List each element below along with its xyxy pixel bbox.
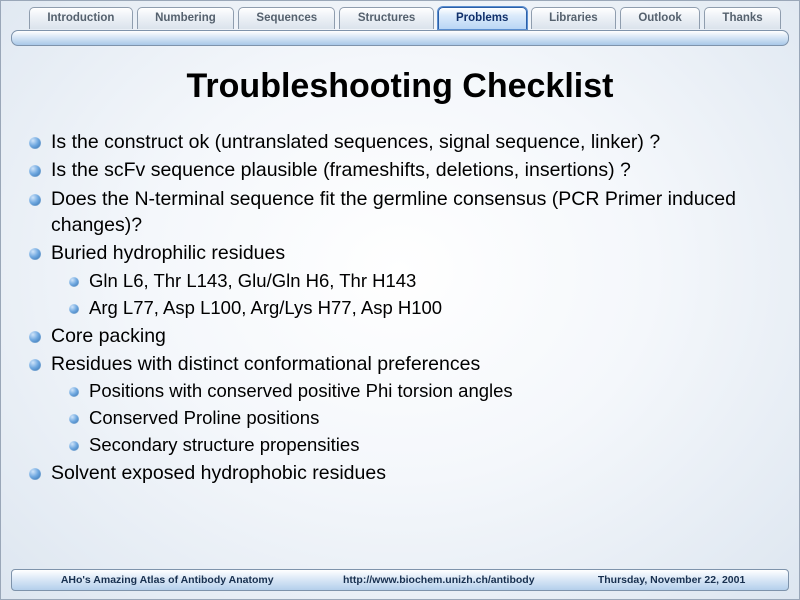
list-item-label: Buried hydrophilic residues [51,242,286,265]
list-item-label: Gln L6, Thr L143, Glu/Gln H6, Thr H143 [89,269,417,291]
tab-numbering[interactable]: Numbering [137,7,234,29]
list-item [69,433,775,458]
bullet-dot-icon [29,165,41,177]
list-item-label: Secondary structure propensities [89,434,360,456]
list-item [69,379,775,404]
list-item-label: Conserved Proline positions [89,407,320,429]
tab-introduction[interactable]: Introduction [29,7,133,29]
footer-url: http://www.biochem.unizh.ch/antibody [343,574,535,586]
list-item-label: Arg L77, Asp L100, Arg/Lys H77, Asp H100 [89,296,443,318]
footer-left-text: AHo's Amazing Atlas of Antibody Anatomy [60,574,274,586]
bullet-dot-icon [29,137,41,149]
tab-libraries[interactable]: Libraries [531,7,616,29]
list-item [29,460,775,486]
bullet-dot-icon [29,331,41,343]
tab-structures[interactable]: Structures [339,7,433,29]
bullet-dot-icon [29,248,41,260]
list-item [69,296,775,321]
list-item [29,351,775,377]
tab-bar [29,5,781,29]
tab-sequences[interactable]: Sequences [238,7,335,29]
list-item [29,186,775,239]
slide-footer [11,569,789,591]
bullet-dot-icon [29,359,41,371]
list-item-label: Residues with distinct conformational preferences [51,352,481,375]
bullet-dot-icon [29,468,41,480]
list-item-label: Core packing [51,324,166,347]
header-divider-bar [11,30,789,46]
page-title: Troubleshooting Checklist [186,67,614,105]
bullet-dot-icon [69,414,79,424]
list-item [69,406,775,431]
list-item-label: Is the scFv sequence plausible (frameshifts, deletions, insertions) ? [51,159,631,182]
tab-outlook[interactable]: Outlook [620,7,700,29]
bullet-dot-icon [69,277,79,287]
bullet-dot-icon [69,304,79,314]
list-item-label: Does the N-terminal sequence fit the germline consensus (PCR Primer induced changes)? [51,187,736,236]
footer-date: Thursday, November 22, 2001 [597,574,746,586]
list-item-label: Is the construct ok (untranslated sequences, signal sequence, linker) ? [51,131,661,153]
list-item-label: Positions with conserved positive Phi torsion angles [89,380,513,402]
list-item [29,157,775,183]
list-item [69,269,775,294]
bullet-list [29,129,775,488]
tab-thanks[interactable]: Thanks [704,7,781,29]
bullet-dot-icon [69,387,79,397]
list-item [29,129,775,155]
list-item-label: Solvent exposed hydrophobic residues [51,462,386,485]
tab-problems[interactable]: Problems [438,7,527,29]
bullet-dot-icon [69,441,79,451]
bullet-dot-icon [29,194,41,206]
list-item [29,323,775,349]
list-item [29,240,775,266]
